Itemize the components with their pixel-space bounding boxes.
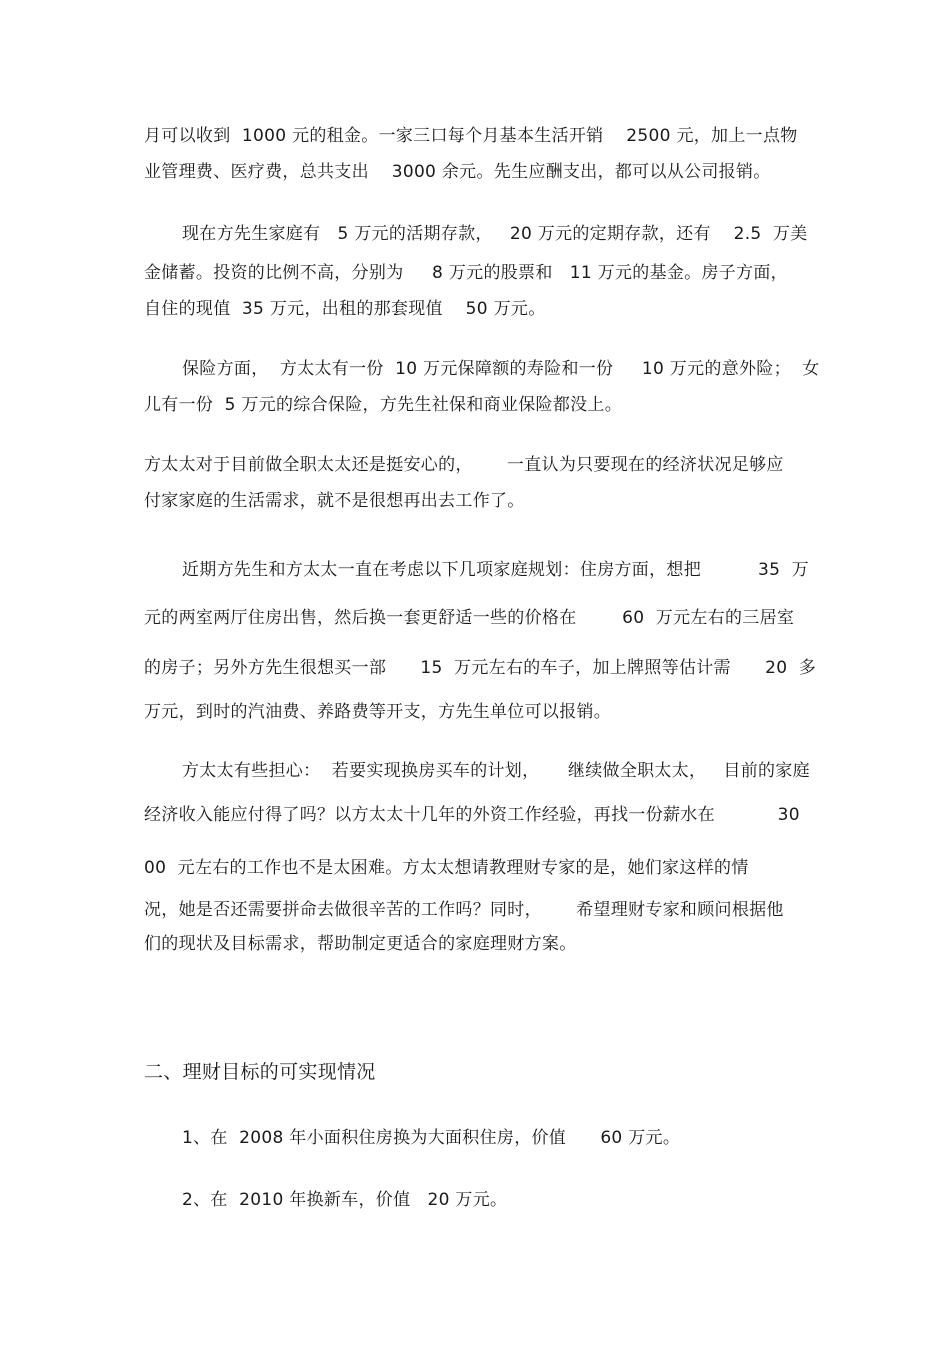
paragraph-3-line-2: 儿有一份 5 万元的综合保险，方先生社保和商业保险都没上。 — [144, 395, 623, 415]
paragraph-5-line-1: 近期方先生和方太太一直在考虑以下几项家庭规划：住房方面，想把 35 万 — [182, 560, 809, 580]
goal-item-1: 1、在 2008 年小面积住房换为大面积住房，价值 60 万元。 — [182, 1128, 681, 1148]
paragraph-1-line-1: 月可以收到 1000 元的租金。一家三口每个月基本生活开销 2500 元，加上一点物 — [144, 126, 798, 146]
section-heading: 二、理财目标的可实现情况 — [144, 1061, 376, 1083]
paragraph-4-line-2: 付家家庭的生活需求，就不是很想再出去工作了。 — [144, 491, 525, 511]
paragraph-4-line-1: 方太太对于目前做全职太太还是挺安心的， 一直认为只要现在的经济状况足够应 — [144, 455, 784, 475]
paragraph-2-line-1: 现在方先生家庭有 5 万元的活期存款， 20 万元的定期存款，还有 2.5 万美 — [182, 224, 808, 244]
paragraph-6-line-3: 00 元左右的工作也不是太困难。方太太想请教理财专家的是，她们家这样的情 — [144, 858, 749, 878]
paragraph-6-line-5: 们的现状及目标需求，帮助制定更适合的家庭理财方案。 — [144, 934, 577, 954]
paragraph-6-line-4: 况，她是否还需要拼命去做很辛苦的工作吗？同时， 希望理财专家和顾问根据他 — [144, 900, 784, 920]
paragraph-2-line-3: 自住的现值 35 万元，出租的那套现值 50 万元。 — [144, 299, 546, 319]
goal-item-2: 2、在 2010 年换新车，价值 20 万元。 — [182, 1190, 508, 1210]
paragraph-2-line-2: 金储蓄。投资的比例不高，分别为 8 万元的股票和 11 万元的基金。房子方面， — [144, 263, 788, 283]
paragraph-6-line-1: 方太太有些担心： 若要实现换房买车的计划， 继续做全职太太， 目前的家庭 — [182, 761, 810, 781]
paragraph-5-line-4: 万元，到时的汽油费、养路费等开支，方先生单位可以报销。 — [144, 702, 612, 722]
paragraph-5-line-2: 元的两室两厅住房出售，然后换一套更舒适一些的价格在 60 万元左右的三居室 — [144, 608, 795, 628]
paragraph-6-line-2: 经济收入能应付得了吗？以方太太十几年的外资工作经验，再找一份薪水在 30 — [144, 805, 800, 825]
paragraph-1-line-2: 业管理费、医疗费，总共支出 3000 余元。先生应酬支出，都可以从公司报销。 — [144, 162, 771, 182]
paragraph-5-line-3: 的房子；另外方先生很想买一部 15 万元左右的车子，加上牌照等估计需 20 多 — [144, 658, 817, 678]
paragraph-3-line-1: 保险方面， 方太太有一份 10 万元保障额的寿险和一份 10 万元的意外险； 女 — [182, 359, 820, 379]
